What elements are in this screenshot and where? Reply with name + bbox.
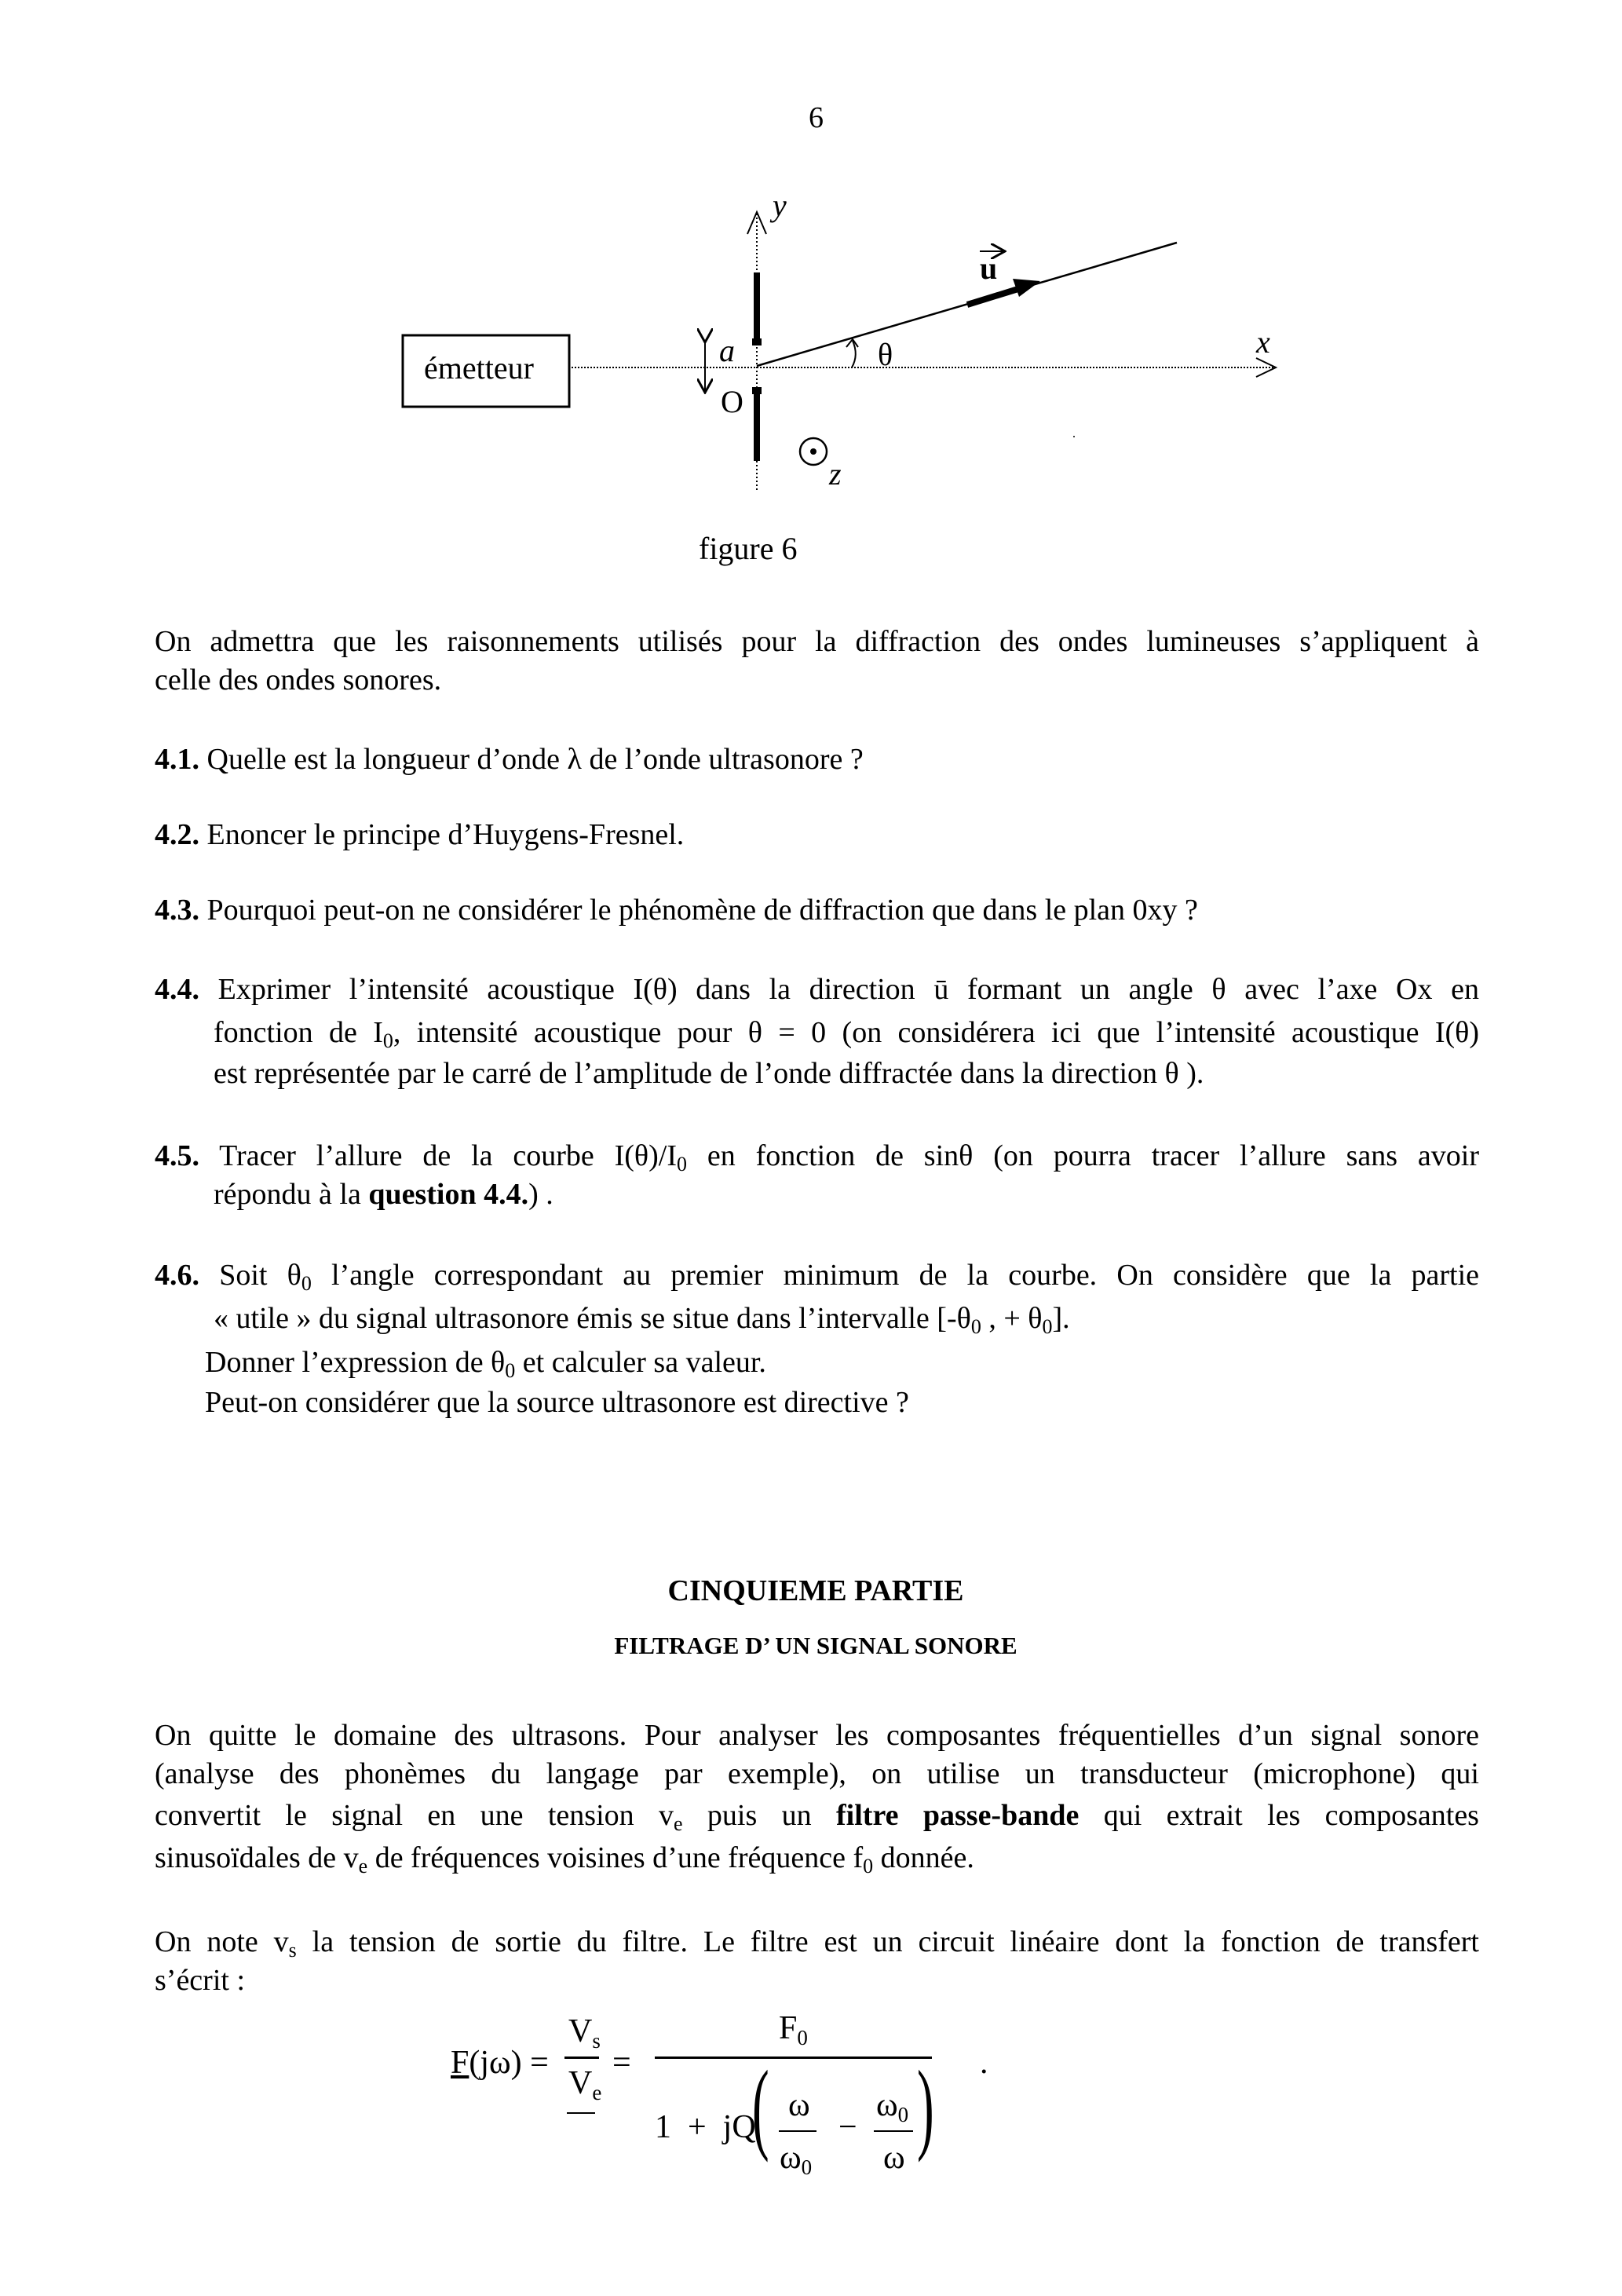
unit-vector-arrowhead-icon [1013, 279, 1040, 297]
question-number: 4.1. [155, 743, 199, 776]
unit-vector-u [967, 288, 1021, 305]
page-number: 6 [809, 101, 824, 134]
formula-vs: Vs [568, 2013, 601, 2053]
slit-lower-edge [752, 387, 762, 394]
fraction-bar [779, 2130, 816, 2132]
formula-equals: = [612, 2045, 631, 2081]
question-4-6: 4.6. Soit $\theta_0$ l’angle correspondant au premier minimum de la courbe. On considère que la partie [155, 1259, 1479, 1292]
slit-lower-plate [754, 387, 760, 461]
fraction-bar [564, 2057, 599, 2059]
question-number: 4.3. [155, 894, 199, 927]
question-4-6-line: Peut-on considérer que la source ultrasonore est directive ? [205, 1386, 909, 1419]
slit-width-label: a [719, 333, 735, 368]
origin-label: O [721, 384, 743, 419]
emitter-label: émetteur [424, 350, 534, 386]
vector-label: u [980, 250, 998, 286]
paragraph-line: sinusoïdales de $v_e$ de fréquences voisines d’une fréquence $f_0$ donnée. [155, 1841, 974, 1877]
question-4-2: 4.2. Enoncer le principe d’Huygens-Fresnel. [155, 818, 685, 851]
ve-underline [567, 2112, 595, 2114]
intro-line: celle des ondes sonores. [155, 664, 442, 696]
section-title: CINQUIEME PARTIE [667, 1574, 964, 1607]
angle-arc-icon [852, 341, 856, 367]
omega-0: ω0 [876, 2087, 909, 2126]
paragraph-line: On note $v_s$ la tension de sortie du filtre. Le filtre est un circuit linéaire dont la fonction de transfert [155, 1925, 1479, 1959]
paragraph-line: s’écrit : [155, 1964, 246, 1997]
slit-upper-edge [752, 338, 762, 345]
angle-label: θ [878, 337, 893, 372]
formula-ve: Ve [568, 2065, 602, 2104]
intro-line: On admettra que les raisonnements utilisés pour la diffraction des ondes lumineuses s’appliquent à [155, 625, 1479, 658]
question-4-5-line: répondu à la question 4.4.) . [214, 1178, 553, 1211]
question-4-4: 4.4. Exprimer l’intensité acoustique I(θ) dans la direction ū formant un angle θ avec l’axe Ox en [155, 973, 1479, 1006]
x-axis-label: x [1256, 324, 1270, 360]
question-4-1: 4.1. Quelle est la longueur d’onde λ de l’onde ultrasonore ? [155, 743, 864, 776]
slit-upper-plate [754, 272, 760, 345]
question-4-5: 4.5. Tracer l’allure de la courbe $I(\theta)/I_0$ en fonction de sinθ (on pourra tracer l’allure sans avoir [155, 1139, 1479, 1173]
question-4-3: 4.3. Pourquoi peut-on ne considérer le phénomène de diffraction que dans le plan 0xy ? [155, 894, 1198, 927]
paragraph-line: (analyse des phonèmes du langage par exemple), on utilise un transducteur (microphone) qui [155, 1757, 1479, 1790]
question-4-4-line: fonction de $I_0$, intensité acoustique pour θ = 0 (on considérera ici que l’intensité acoustique I(θ) [214, 1016, 1479, 1050]
question-number: 4.2. [155, 818, 199, 851]
right-paren: ) [917, 2050, 934, 2163]
formula-end-dot: . [980, 2045, 988, 2081]
question-4-6-line: « utile » du signal ultrasonore émis se situe dans l’intervalle [$-\theta_0$ , + $\theta_0$]. [214, 1302, 1070, 1338]
fraction-bar [874, 2130, 913, 2132]
paragraph-line: On quitte le domaine des ultrasons. Pour analyser les composantes fréquentielles d’un signal sonore [155, 1719, 1479, 1752]
direction-line [757, 243, 1177, 366]
left-paren: ( [752, 2050, 769, 2163]
paragraph-line: convertit le signal en une tension $v_e$ puis un filtre passe-bande qui extrait les composantes [155, 1799, 1479, 1833]
omega: ω [788, 2087, 810, 2123]
y-axis-label: y [773, 188, 787, 223]
omega: ω [883, 2140, 905, 2176]
question-4-4-line: est représentée par le carré de l’amplitude de l’onde diffractée dans la direction θ ). [214, 1057, 1204, 1090]
omega-0: ω0 [780, 2140, 813, 2179]
z-axis-label: z [829, 456, 842, 492]
angle-arc-arrow-icon [846, 339, 858, 347]
stray-dot [1073, 436, 1075, 437]
section-subtitle: FILTRAGE D’ UN SIGNAL SONORE [614, 1632, 1017, 1659]
formula-minus: − [838, 2109, 857, 2145]
formula-lhs: F(jω) = [451, 2045, 549, 2081]
diffraction-figure [0, 0, 1622, 597]
z-axis-dot [810, 448, 816, 455]
figure-caption: figure 6 [699, 531, 798, 566]
formula-numerator: F0 [779, 2010, 808, 2049]
question-4-6-line: Donner l’expression de $\theta_0$ et calculer sa valeur. [205, 1346, 766, 1382]
formula-denominator-prefix: 1 + jQ [655, 2109, 756, 2145]
main-fraction-bar [655, 2057, 932, 2059]
